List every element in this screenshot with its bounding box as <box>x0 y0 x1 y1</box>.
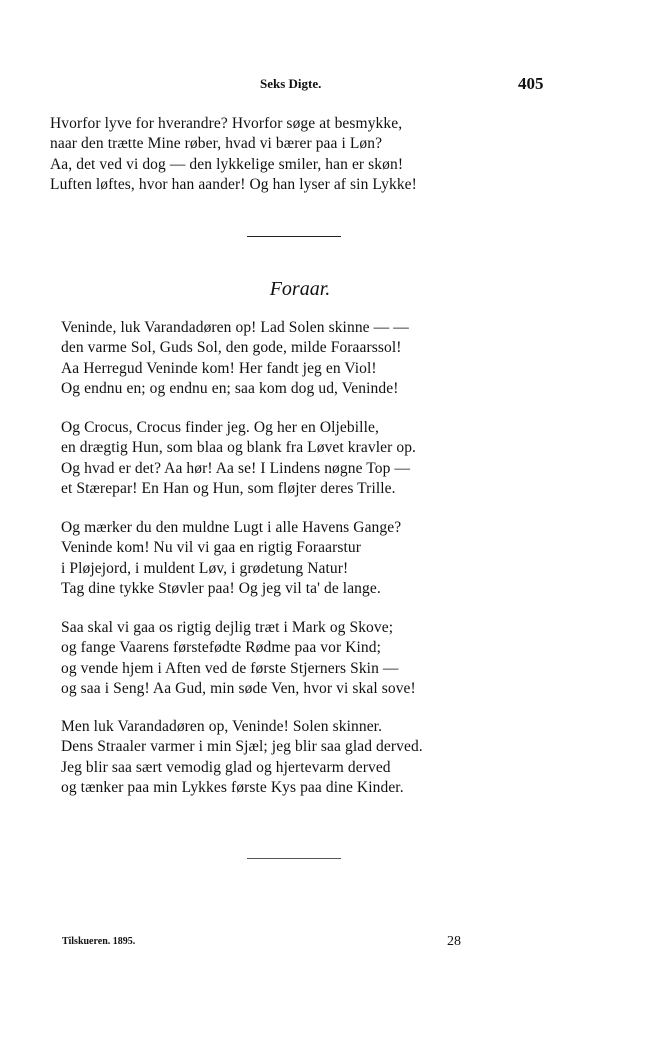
verse-line: Og endnu en; og endnu en; saa kom dog ud, Veninde! <box>61 379 399 397</box>
verse-line: Tag dine tykke Støvler paa! Og jeg vil ta' de lange. <box>61 579 381 597</box>
verse-line: Veninde, luk Varandadøren op! Lad Solen skinne — — <box>61 319 409 336</box>
running-head <box>0 76 664 96</box>
page-footer <box>0 934 664 954</box>
poem-stanza-4 <box>61 618 661 699</box>
section-divider <box>247 236 341 237</box>
verse-line: Aa, det ved vi dog — den lykkelige smiler, han er skøn! <box>50 155 404 173</box>
running-title: Seks Digte. <box>260 76 322 91</box>
verse-line: og saa i Seng! Aa Gud, min søde Ven, hvor vi skal sove! <box>61 679 416 697</box>
verse-line: i Pløjejord, i muldent Løv, i grødetung Natur! <box>61 559 349 577</box>
verse-line: Aa Herregud Veninde kom! Her fandt jeg en Viol! <box>61 359 377 377</box>
poem-title <box>0 278 600 301</box>
verse-line: Dens Straaler varmer i min Sjæl; jeg blir saa glad derved. <box>61 738 423 756</box>
signature-mark: 28 <box>447 934 461 949</box>
poem-stanza-5 <box>61 717 661 798</box>
verse-line: en drægtig Hun, som blaa og blank fra Løvet kravler op. <box>61 439 417 457</box>
verse-line: et Stærepar! En Han og Hun, som fløjter deres Trille. <box>61 479 396 497</box>
verse-line: Saa skal vi gaa os rigtig dejlig træt i Mark og Skove; <box>61 619 394 636</box>
verse-line: Og mærker du den muldne Lugt i alle Havens Gange? <box>61 519 402 536</box>
verse-line: naar den trætte Mine røber, hvad vi bærer paa i Løn? <box>50 135 383 153</box>
poem-stanza-1 <box>61 318 661 399</box>
verse-line: Men luk Varandadøren op, Veninde! Solen skinner. <box>61 718 383 735</box>
poem-stanza-2 <box>61 418 661 499</box>
poem-stanza-3 <box>61 518 661 599</box>
verse-line: og tænker paa min Lykkes første Kys paa dine Kinder. <box>61 778 404 796</box>
poem-title-text: Foraar. <box>269 278 331 300</box>
verse-line: Hvorfor lyve for hverandre? Hvorfor søge at besmykke, <box>50 115 403 132</box>
footer-source: Tilskueren. 1895. <box>62 936 136 947</box>
verse-line: Og hvad er det? Aa hør! Aa se! I Lindens nøgne Top — <box>61 459 411 477</box>
verse-line: Og Crocus, Crocus finder jeg. Og her en Oljebille, <box>61 419 379 436</box>
section-divider <box>247 858 341 859</box>
intro-stanza <box>50 114 650 195</box>
verse-line: Veninde kom! Nu vil vi gaa en rigtig Foraarstur <box>61 539 361 557</box>
verse-line: Luften løftes, hvor han aander! Og han lyser af sin Lykke! <box>50 175 417 193</box>
page-number: 405 <box>518 74 544 93</box>
verse-line: Jeg blir saa sært vemodig glad og hjertevarm derved <box>61 758 391 776</box>
verse-line: og fange Vaarens førstefødte Rødme paa vor Kind; <box>61 639 382 657</box>
verse-line: den varme Sol, Guds Sol, den gode, milde Foraarssol! <box>61 339 402 357</box>
verse-line: og vende hjem i Aften ved de første Stjerners Skin — <box>61 659 399 677</box>
